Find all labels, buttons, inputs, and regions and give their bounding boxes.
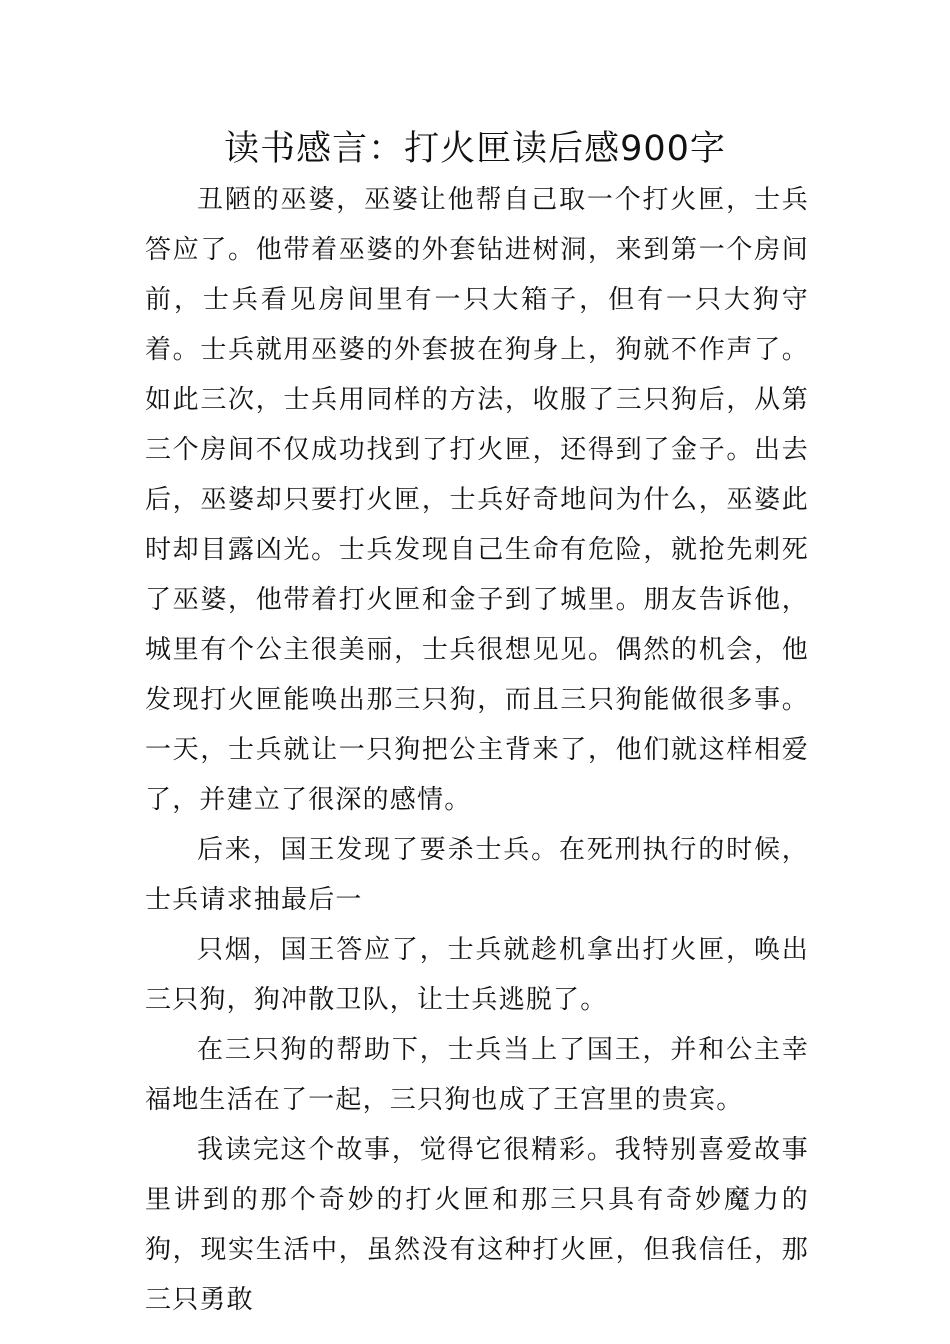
paragraph-3: 只烟，国王答应了，士兵就趁机拿出打火匣，唤出三只狗，狗冲散卫队，让士兵逃脱了。 — [145, 935, 809, 1015]
paragraph-4: 在三只狗的帮助下，士兵当上了国王，并和公主幸福地生活在了一起，三只狗也成了王宫里的贵宾。 — [145, 1035, 809, 1115]
paragraph-2: 后来，国王发现了要杀士兵。在死刑执行的时候，士兵请求抽最后一 — [145, 835, 809, 915]
article-body — [145, 175, 809, 1325]
page-title: 读书感言：打火匣读后感900字 — [224, 129, 726, 169]
paragraph-5: 我读完这个故事，觉得它很精彩。我特别喜爱故事里讲到的那个奇妙的打火匣和那三只具有奇妙魔力的狗，现实生活中，虽然没有这种打火匣，但我信任，那三只勇敢 — [145, 1135, 809, 1315]
paragraph-1: 丑陋的巫婆，巫婆让他帮自己取一个打火匣，士兵答应了。他带着巫婆的外套钻进树洞，来到第一个房间前，士兵看见房间里有一只大箱子，但有一只大狗守着。士兵就用巫婆的外套披在狗身上，狗就不作声了。如此三次，士兵用同样的方法，收服了三只狗后，从第三个房间不仅成功找到了打火匣，还得到了金子。出去后，巫婆却只要打火匣，士兵好奇地问为什么，巫婆此时却目露凶光。士兵发现自己生命有危险，就抢先刺死了巫婆，他带着打火匣和金子到了城里。朋友告诉他，城里有个公主很美丽，士兵很想见见。偶然的机会，他发现打火匣能唤出那三只狗，而且三只狗能做很多事。一天，士兵就让一只狗把公主背来了，他们就这样相爱了，并建立了很深的感情。 — [145, 185, 809, 815]
